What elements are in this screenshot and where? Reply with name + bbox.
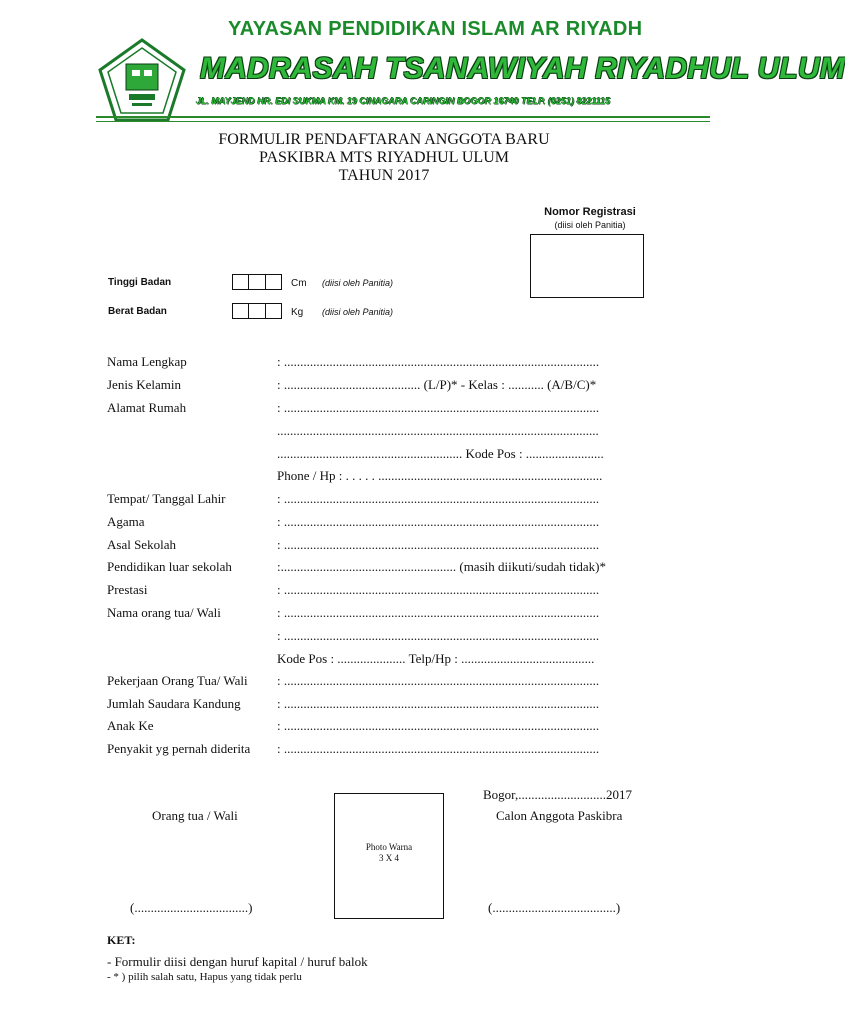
form-title-line1: FORMULIR PENDAFTARAN ANGGOTA BARU: [218, 131, 550, 148]
height-input-boxes[interactable]: [232, 274, 282, 290]
weight-label: Berat Badan: [108, 306, 167, 317]
photo-placeholder: [334, 793, 444, 919]
pendidikan-luar-label: Pendidikan luar sekolah: [107, 559, 232, 574]
foundation-name: YAYASAN PENDIDIKAN ISLAM AR RIYADH: [228, 18, 643, 40]
photo-label: Photo Warna: [365, 842, 413, 852]
form-title-line2: PASKIBRA MTS RIYADHUL ULUM: [259, 149, 509, 166]
ttl-field[interactable]: : .................................................................................................: [277, 491, 600, 506]
anak-ke-label: Anak Ke: [107, 718, 154, 733]
header-divider-thin: [96, 121, 710, 122]
penyakit-field[interactable]: : .................................................................................................: [277, 741, 600, 756]
nama-label: Nama Lengkap: [107, 354, 187, 369]
alamat-label: Alamat Rumah: [107, 400, 187, 415]
anak-ke-field[interactable]: : .................................................................................................: [277, 718, 600, 733]
note-capital-letters: - Formulir diisi dengan huruf kapital / huruf balok: [107, 954, 368, 969]
orang-tua-label: Nama orang tua/ Wali: [107, 605, 221, 620]
saudara-field[interactable]: : .................................................................................................: [277, 696, 600, 711]
agama-label: Agama: [107, 514, 145, 529]
jenis-kelamin-label: Jenis Kelamin: [107, 377, 182, 392]
asal-sekolah-field[interactable]: : .................................................................................................: [277, 537, 600, 552]
prestasi-field[interactable]: : .................................................................................................: [277, 582, 600, 597]
saudara-label: Jumlah Saudara Kandung: [107, 696, 241, 711]
pekerjaan-field[interactable]: : .................................................................................................: [277, 673, 600, 688]
penyakit-label: Penyakit yg pernah diderita: [107, 741, 251, 756]
alamat-kode-pos-field[interactable]: ......................................................... Kode Pos : ........................: [277, 446, 604, 461]
alamat-field-line2[interactable]: ...................................................................................................: [277, 423, 599, 438]
ttl-label: Tempat/ Tanggal Lahir: [107, 491, 226, 506]
school-name: MADRASAH TSANAWIYAH RIYADHUL ULUM: [200, 52, 845, 85]
registration-note: (diisi oleh Panitia): [554, 220, 626, 230]
notes-heading: KET:: [107, 933, 136, 947]
phone-field[interactable]: Phone / Hp : . . . . . .....................................................................: [277, 468, 603, 483]
form-title-line3: TAHUN 2017: [338, 167, 430, 184]
parent-signature-line[interactable]: (...................................): [130, 900, 253, 915]
agama-field[interactable]: : .................................................................................................: [277, 514, 600, 529]
candidate-signature-title: Calon Anggota Paskibra: [496, 808, 623, 823]
photo-size-label: 3 X 4: [379, 853, 399, 863]
height-label: Tinggi Badan: [108, 277, 172, 288]
height-unit: Cm: [291, 278, 307, 289]
note-choose-one: - * ) pilih salah satu, Hapus yang tidak perlu: [107, 971, 302, 983]
parent-signature-title: Orang tua / Wali: [152, 808, 238, 823]
alamat-field-line1[interactable]: : .................................................................................................: [277, 400, 600, 415]
pekerjaan-label: Pekerjaan Orang Tua/ Wali: [107, 673, 248, 688]
jenis-kelamin-field[interactable]: : .......................................... (L/P)* - Kelas : ........... (A/B/C)*: [277, 377, 597, 392]
date-line[interactable]: Bogor,...........................2017: [483, 787, 632, 802]
school-address: JL. MAYJEND HR. EDI SUKMA KM. 19 CINAGARA CARINGIN BOGOR 16740 TELP. (0251) 8221115: [196, 96, 611, 106]
weight-input-boxes[interactable]: [232, 303, 282, 319]
registration-number-box[interactable]: [530, 234, 644, 298]
pendidikan-luar-field[interactable]: :...................................................... (masih diikuti/sudah tidak)*: [277, 559, 606, 574]
orang-tua-contact-field[interactable]: Kode Pos : ..................... Telp/Hp : .........................................: [277, 651, 595, 666]
height-note: (diisi oleh Panitia): [322, 278, 394, 288]
header-divider: [96, 116, 710, 118]
weight-note: (diisi oleh Panitia): [322, 307, 394, 317]
orang-tua-field-line1[interactable]: : .................................................................................................: [277, 605, 600, 620]
weight-unit: Kg: [291, 307, 304, 318]
asal-sekolah-label: Asal Sekolah: [107, 537, 176, 552]
prestasi-label: Prestasi: [107, 582, 148, 597]
candidate-signature-line[interactable]: (......................................): [488, 900, 621, 915]
orang-tua-field-line2[interactable]: : .................................................................................................: [277, 628, 600, 643]
nama-field[interactable]: : .................................................................................................: [277, 354, 600, 369]
registration-label: Nomor Registrasi: [544, 206, 636, 218]
school-logo: [96, 36, 188, 128]
